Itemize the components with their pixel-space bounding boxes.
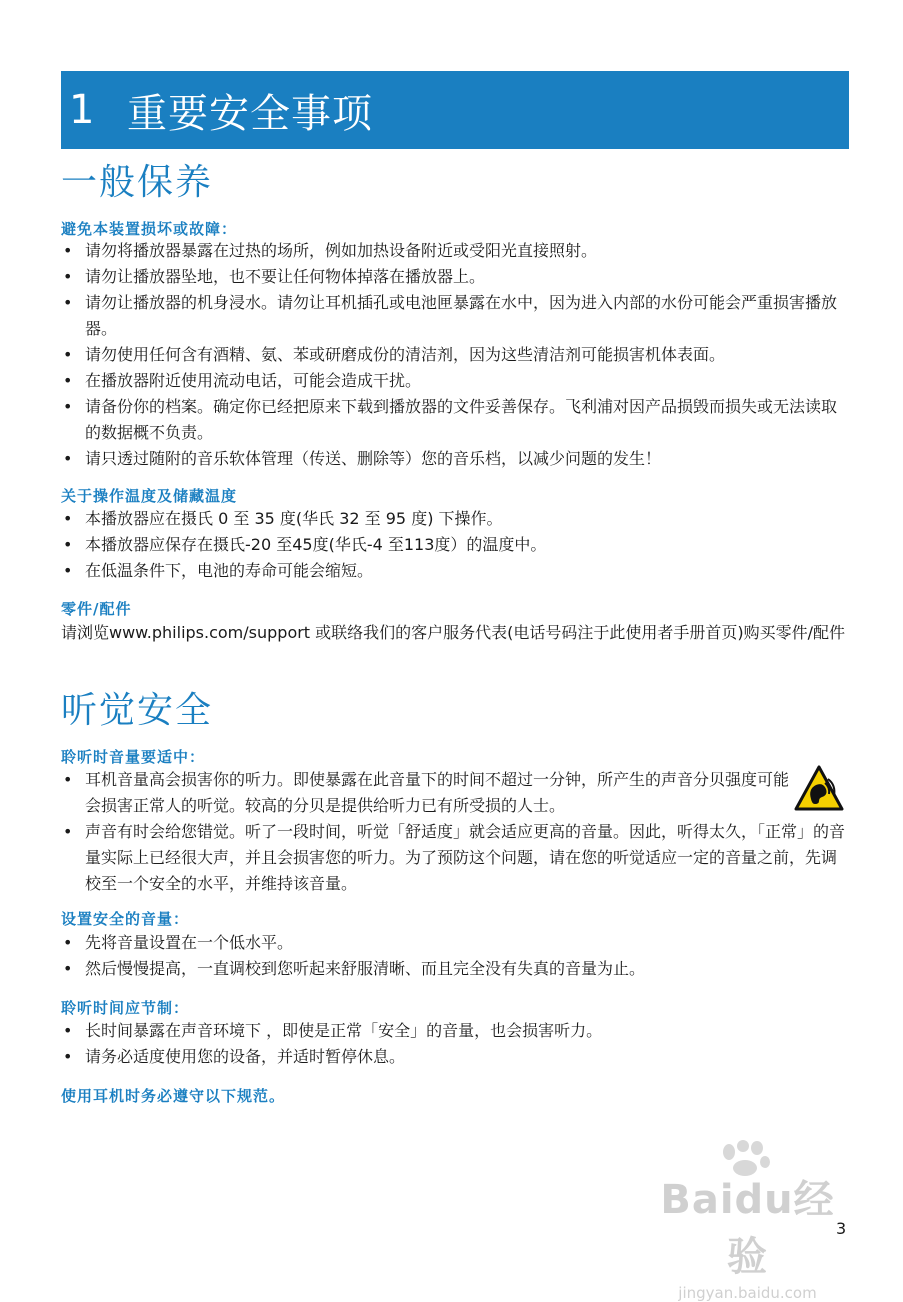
list-item: • 在低温条件下，电池的寿命可能会缩短。 — [61, 558, 849, 584]
section-title-general: 一般保养 — [61, 162, 214, 203]
chapter-title: 重要安全事项 — [127, 90, 373, 137]
list-temperature — [61, 506, 849, 584]
subheading-damage: 避免本装置损坏或故障： — [61, 220, 238, 238]
paw-icon — [715, 1140, 775, 1176]
subheading-safe-volume: 设置安全的音量： — [61, 910, 190, 928]
list-item: • 请勿让播放器的机身浸水。请勿让耳机插孔或电池匣暴露在水中，因为进入内部的水份可能会严重损害播放器。 — [61, 290, 849, 342]
hearing-warning-icon — [794, 765, 844, 811]
subheading-parts: 零件/配件 — [61, 600, 132, 618]
subheading-temperature: 关于操作温度及储藏温度 — [61, 487, 238, 505]
list-item: • 先将音量设置在一个低水平。 — [61, 930, 849, 956]
list-moderate-volume — [61, 767, 789, 819]
chapter-banner — [61, 71, 849, 149]
list-damage — [61, 238, 849, 472]
list-item: • 请只透过随附的音乐软体管理（传送、删除等）您的音乐档，以减少问题的发生！ — [61, 446, 849, 472]
list-item: • 声音有时会给您错觉。听了一段时间，听觉「舒适度」就会适应更高的音量。因此，听得太久，「正常」的音量实际上已经很大声，并且会损害您的听力。为了预防这个问题，请在您的听觉适应一定的音量之前，先调校至一个安全的水平，并维持该音量。 — [61, 819, 849, 897]
list-item: • 请务必适度使用您的设备，并适时暂停休息。 — [61, 1044, 849, 1070]
subheading-moderate-volume: 聆听时音量要适中： — [61, 748, 206, 766]
list-item: • 本播放器应在摄氏 0 至 35 度(华氏 32 至 95 度) 下操作。 — [61, 506, 849, 532]
list-item: • 长时间暴露在声音环境下 ，即使是正常「安全」的音量，也会损害听力。 — [61, 1018, 849, 1044]
page-number: 3 — [836, 1219, 847, 1238]
list-item: • 耳机音量高会损害你的听力。即使暴露在此音量下的时间不超过一分钟，所产生的声音分贝强度可能会损害正常人的听觉。较高的分贝是提供给听力已有所受损的人士。 — [61, 767, 789, 819]
list-item: • 请勿使用任何含有酒精、氨、苯或研磨成份的清洁剂，因为这些清洁剂可能损害机体表面。 — [61, 342, 849, 368]
watermark-logo: Baidu经验 — [660, 1177, 835, 1280]
parts-text: 请浏览www.philips.com/support 或联络我们的客户服务代表(电话号码注于此使用者手册首页)购买零件/配件 — [61, 623, 846, 642]
list-item: • 在播放器附近使用流动电话，可能会造成干扰。 — [61, 368, 849, 394]
baidu-watermark — [640, 1140, 855, 1302]
list-item: • 然后慢慢提高，一直调校到您听起来舒服清晰、而且完全没有失真的音量为止。 — [61, 956, 849, 982]
list-limit-time — [61, 1018, 849, 1070]
section-title-hearing: 听觉安全 — [61, 690, 214, 731]
subheading-limit-time: 聆听时间应节制： — [61, 999, 190, 1017]
list-item: • 请备份你的档案。确定你已经把原来下载到播放器的文件妥善保存。飞利浦对因产品损毁而损失或无法读取的数据概不负责。 — [61, 394, 849, 446]
list-item: • 本播放器应保存在摄氏-20 至45度(华氏-4 至113度）的温度中。 — [61, 532, 849, 558]
list-moderate-volume-cont — [61, 819, 849, 897]
list-item: • 请勿将播放器暴露在过热的场所，例如加热设备附近或受阳光直接照射。 — [61, 238, 849, 264]
chapter-number: 1 — [69, 87, 95, 133]
watermark-url: jingyan.baidu.com — [678, 1284, 817, 1302]
subheading-headphones: 使用耳机时务必遵守以下规范。 — [61, 1087, 286, 1105]
list-safe-volume — [61, 930, 849, 982]
list-item: • 请勿让播放器坠地，也不要让任何物体掉落在播放器上。 — [61, 264, 849, 290]
